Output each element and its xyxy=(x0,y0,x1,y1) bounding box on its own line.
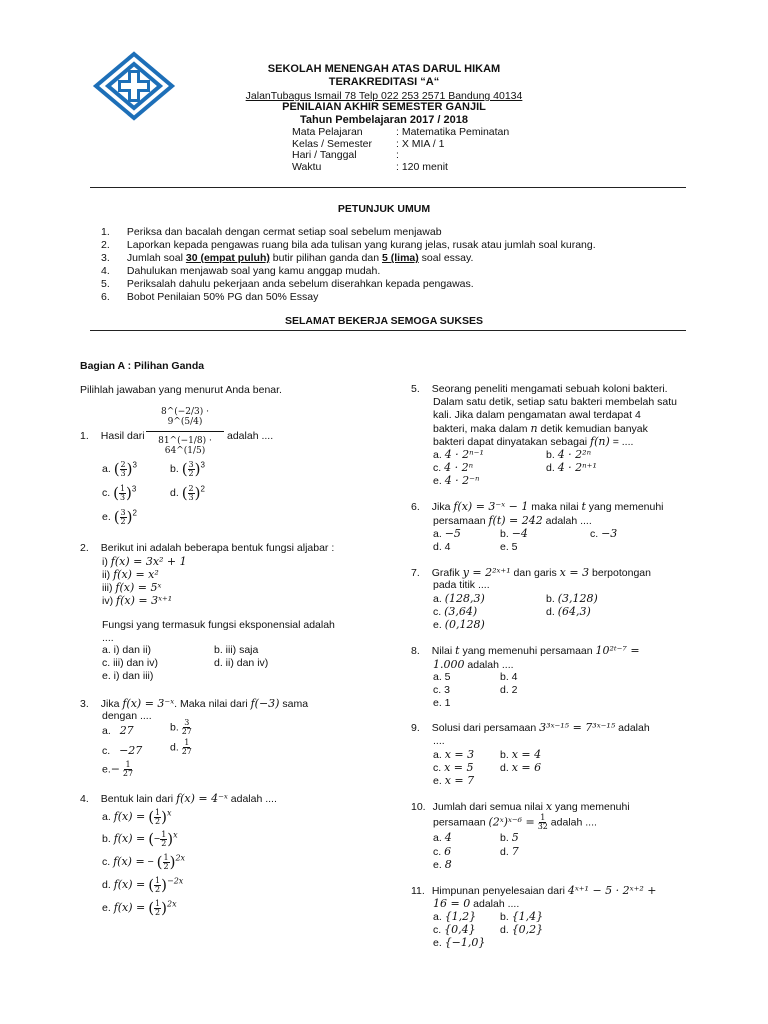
q9-option-c[interactable]: c. x = 5 xyxy=(433,761,474,774)
q3-option-a[interactable]: a. 27 xyxy=(102,724,134,737)
school-address: JalanTubagus Ismail 78 Telp 022 253 2571 Bandung 40134 xyxy=(245,90,523,102)
q2-item-i: i) f(x) = 3x² + 1 xyxy=(102,555,187,568)
meta-label: Mata Pelajaran xyxy=(292,126,363,138)
q4-option-d[interactable]: d. f(x) = ( $\frac{1}{2}$ )$^{-2x}$ xyxy=(102,875,184,894)
meta-label: Waktu xyxy=(292,160,322,173)
q8-line2: 1.000 adalah .... xyxy=(433,658,514,671)
q6-option-d[interactable]: d. 4 xyxy=(433,541,451,553)
q5-line: bakteri dapat dinyatakan sebagai f(n) = .... xyxy=(433,435,634,448)
q9-option-e[interactable]: e. x = 7 xyxy=(433,774,475,787)
q7-option-a[interactable]: a. (128,3) xyxy=(433,592,485,605)
q4-option-a[interactable]: a. f(x) = ( $\frac{1}{2}$ )$^x$ xyxy=(102,807,172,826)
q6-option-a[interactable]: a. −5 xyxy=(433,527,461,540)
q7-option-e[interactable]: e. (0,128) xyxy=(433,618,485,631)
q6-option-e[interactable]: e. 5 xyxy=(500,541,518,553)
q1-option-d[interactable]: d. ( $\frac{2}{3}$ )$^2$ xyxy=(170,483,205,502)
q4-option-b[interactable]: b. f(x) = (− $\frac{1}{2}$ )$^x$ xyxy=(102,829,178,848)
exam-title: PENILAIAN AKHIR SEMESTER GANJIL xyxy=(282,101,486,113)
q2-option-e[interactable]: e. i) dan iii) xyxy=(102,670,154,682)
instruction-item: 4. Dahulukan menjawab soal yang kamu anggap mudah. xyxy=(101,265,381,277)
q2-item-ii: ii) f(x) = x² xyxy=(102,568,159,581)
academic-year: Tahun Pembelajaran 2017 / 2018 xyxy=(300,114,468,126)
question-3: 3. Jika f(x) = 3⁻ˣ. Maka nilai dari f(−3) sama xyxy=(80,697,309,710)
question-11: 11. Himpunan penyelesaian dari 4ˣ⁺¹ − 5 · 2ˣ⁺² + xyxy=(411,884,657,897)
q10-option-b[interactable]: b. 5 xyxy=(500,831,519,844)
q1-option-b[interactable]: b. ( $\frac{3}{2}$ )$^3$ xyxy=(170,459,205,478)
instruction-item: 1. Periksa dan bacalah dengan cermat setiap soal sebelum menjawab xyxy=(101,226,442,238)
question-8: 8. Nilai t yang memenuhi persamaan 10²ᵗ⁻⁷ = xyxy=(411,644,640,657)
q8-option-a[interactable]: a. 5 xyxy=(433,671,451,683)
q1-option-c[interactable]: c. ( $\frac{1}{3}$ )$^3$ xyxy=(102,483,137,502)
q5-option-a[interactable]: a. 4 · 2ⁿ⁻¹ xyxy=(433,448,484,461)
q1-option-a[interactable]: a. ( $\frac{2}{3}$ )$^3$ xyxy=(102,459,137,478)
question-5: 5. Seorang peneliti mengamati sebuah koloni bakteri. xyxy=(411,383,668,395)
q7-line2: pada titik .... xyxy=(433,579,490,591)
meta-label: Kelas / Semester xyxy=(292,137,372,150)
meta-value: : 120 menit xyxy=(396,160,448,173)
q11-line2: 16 = 0 adalah .... xyxy=(433,897,520,910)
q11-option-b[interactable]: b. {1,4} xyxy=(500,910,544,923)
section-intro: Pilihlah jawaban yang menurut Anda benar. xyxy=(80,384,282,396)
q7-option-c[interactable]: c. (3,64) xyxy=(433,605,478,618)
q11-option-c[interactable]: c. {0,4} xyxy=(433,923,476,936)
q5-option-e[interactable]: e. 4 · 2⁻ⁿ xyxy=(433,474,480,487)
q3-option-d[interactable]: d. $\frac{1}{27}$ xyxy=(170,738,192,756)
q5-option-c[interactable]: c. 4 · 2ⁿ xyxy=(433,461,474,474)
q1-suffix: adalah .... xyxy=(227,430,274,442)
question-2: 2. Berikut ini adalah beberapa bentuk fungsi aljabar : xyxy=(80,542,335,554)
q6-option-c[interactable]: c. −3 xyxy=(590,527,618,540)
meta-value: : X MIA / 1 xyxy=(396,137,445,150)
accreditation: TERAKREDITASI “A“ xyxy=(328,76,440,88)
q8-option-c[interactable]: c. 3 xyxy=(433,684,450,696)
q5-option-b[interactable]: b. 4 · 2²ⁿ xyxy=(546,448,592,461)
q11-option-d[interactable]: d. {0,2} xyxy=(500,923,544,936)
q7-option-b[interactable]: b. (3,128) xyxy=(546,592,598,605)
instructions-title: PETUNJUK UMUM xyxy=(337,203,431,215)
q2-item-iv: iv) f(x) = 3ˣ⁺¹ xyxy=(102,594,173,607)
question-10: 10. Jumlah dari semua nilai x yang memenuhi xyxy=(411,800,630,813)
question-1: 1. Hasil dari xyxy=(80,430,145,442)
q9-option-b[interactable]: b. x = 4 xyxy=(500,748,542,761)
q5-option-d[interactable]: d. 4 · 2ⁿ⁺¹ xyxy=(546,461,597,474)
q10-option-e[interactable]: e. 8 xyxy=(433,858,452,871)
instruction-item: 2. Laporkan kepada pengawas ruang bila ada tulisan yang kurang jelas, rusak atau jumlah soal kurang. xyxy=(101,239,596,251)
q7-option-d[interactable]: d. (64,3) xyxy=(546,605,591,618)
q8-option-e[interactable]: e. 1 xyxy=(433,697,451,709)
instruction-item: 5. Periksalah dahulu pekerjaan anda sebelum diserahkan kepada pengawas. xyxy=(101,278,474,290)
exam-meta xyxy=(292,127,509,173)
school-name: SEKOLAH MENENGAH ATAS DARUL HIKAM xyxy=(267,63,501,75)
q8-option-b[interactable]: b. 4 xyxy=(500,671,518,683)
q2-item-iii: iii) f(x) = 5ˣ xyxy=(102,581,162,594)
q10-option-c[interactable]: c. 6 xyxy=(433,845,452,858)
q2-option-d[interactable]: d. ii) dan iv) xyxy=(214,657,269,669)
q2-option-c[interactable]: c. iii) dan iv) xyxy=(102,657,159,669)
q3-option-e[interactable]: e.− $\frac{1}{27}$ xyxy=(102,760,134,778)
q2-option-b[interactable]: b. iii) saja xyxy=(214,644,259,656)
q3-option-b[interactable]: b. $\frac{3}{27}$ xyxy=(170,718,192,736)
q4-option-c[interactable]: c. f(x) = − ( $\frac{1}{2}$ )$^{2x}$ xyxy=(102,852,186,871)
q10-line2: persamaan (2ˣ)ˣ⁻⁶ = $\frac{1}{32}$ adalah .... xyxy=(433,813,597,831)
q8-option-d[interactable]: d. 2 xyxy=(500,684,518,696)
q11-option-a[interactable]: a. {1,2} xyxy=(433,910,477,923)
q4-option-e[interactable]: e. f(x) = ( $\frac{1}{2}$ )$^{2x}$ xyxy=(102,898,177,917)
q5-line: kali. Jika dalam pengamatan awal terdapat 4 xyxy=(433,409,641,421)
q1-expression: 8^(−2/3) · 9^(5/4) 81^(−1/8) · 64^(1/5) xyxy=(146,405,224,456)
q5-line: Dalam satu detik, setiap satu bakteri membelah satu xyxy=(433,396,677,408)
q10-option-d[interactable]: d. 7 xyxy=(500,845,519,858)
question-4: 4. Bentuk lain dari f(x) = 4⁻ˣ adalah .... xyxy=(80,792,277,805)
q2-dots: .... xyxy=(102,632,114,644)
q6-option-b[interactable]: b. −4 xyxy=(500,527,528,540)
q1-option-e[interactable]: e. ( $\frac{3}{2}$ )$^2$ xyxy=(102,507,137,526)
section-title: Bagian A : Pilihan Ganda xyxy=(80,360,205,372)
q3-line2: dengan .... xyxy=(102,710,152,722)
q10-option-a[interactable]: a. 4 xyxy=(433,831,452,844)
q11-option-e[interactable]: e. {−1,0} xyxy=(433,936,486,949)
q5-line: bakteri, maka dalam n detik kemudian banyak xyxy=(433,422,648,435)
meta-value: : xyxy=(396,149,399,161)
instruction-item: 6. Bobot Penilaian 50% PG dan 50% Essay xyxy=(101,291,319,303)
question-9: 9. Solusi dari persamaan 3³ˣ⁻¹⁵ = 7³ˣ⁻¹⁵ adalah xyxy=(411,721,650,734)
instruction-item: 3. Jumlah soal 30 (empat puluh) butir pilihan ganda dan 5 (lima) soal essay. xyxy=(101,252,474,264)
question-7: 7. Grafik y = 2²ˣ⁺¹ dan garis x = 3 berpotongan xyxy=(411,566,651,579)
q2-option-a[interactable]: a. i) dan ii) xyxy=(102,644,152,656)
q9-option-a[interactable]: a. x = 3 xyxy=(433,748,475,761)
meta-value: : Matematika Peminatan xyxy=(396,126,510,138)
q2-ask: Fungsi yang termasuk fungsi eksponensial adalah xyxy=(102,619,335,631)
meta-label: Hari / Tanggal xyxy=(292,149,357,161)
q3-option-c[interactable]: c. −27 xyxy=(102,744,143,757)
q6-line2: persamaan f(t) = 242 adalah .... xyxy=(433,514,592,527)
divider xyxy=(90,187,686,188)
q9-dots: .... xyxy=(433,735,445,747)
q9-option-d[interactable]: d. x = 6 xyxy=(500,761,542,774)
question-6: 6. Jika f(x) = 3⁻ˣ − 1 maka nilai t yang memenuhi xyxy=(411,500,664,513)
closing-message: SELAMAT BEKERJA SEMOGA SUKSES xyxy=(285,315,483,327)
divider xyxy=(90,330,686,331)
